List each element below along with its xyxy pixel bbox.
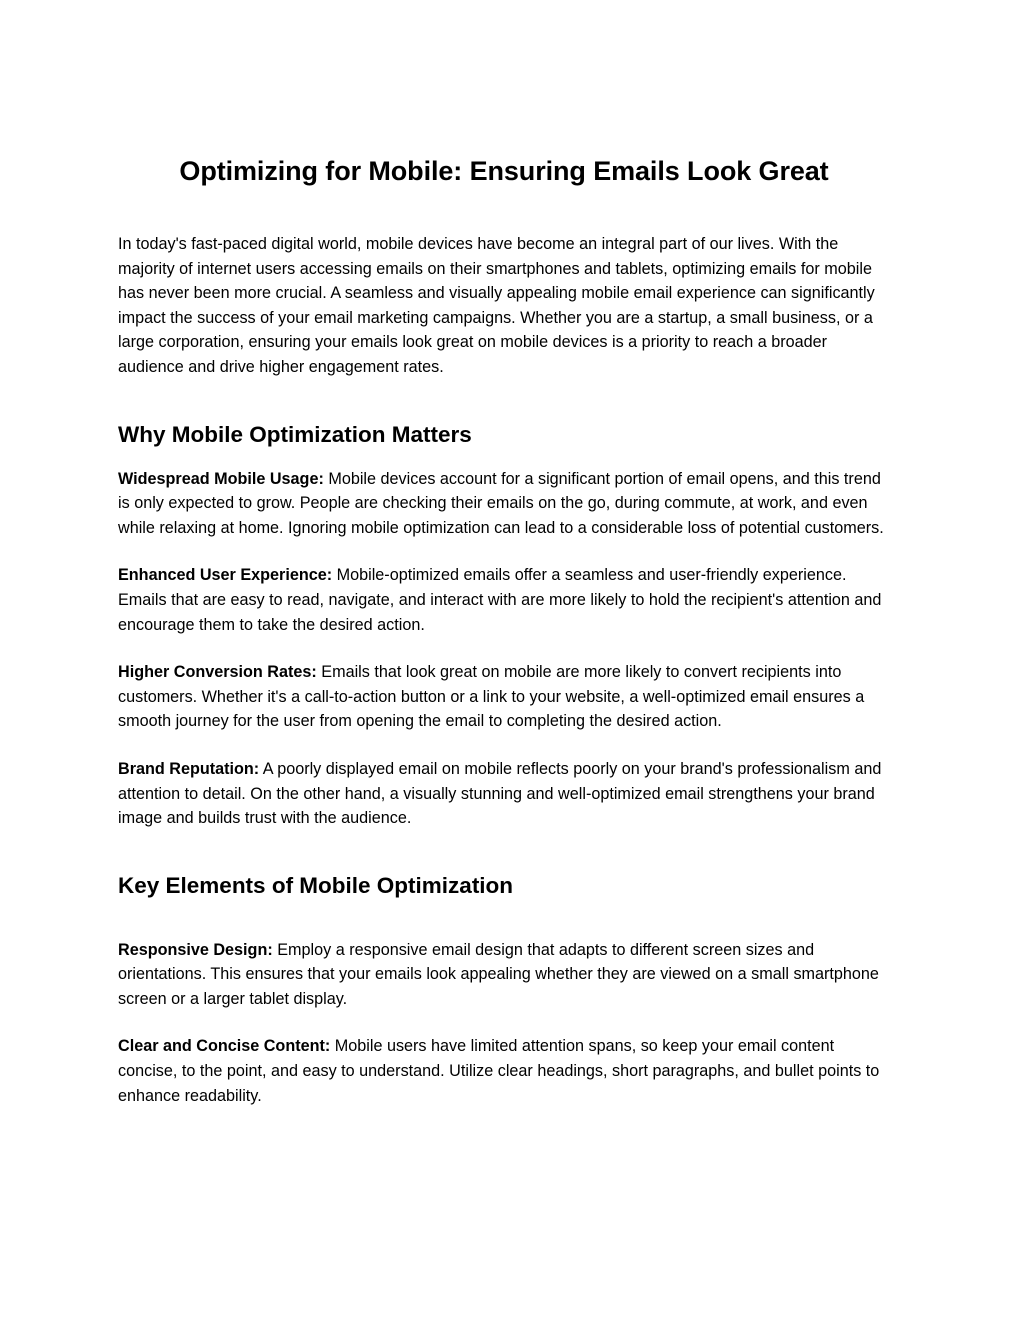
spacer bbox=[118, 540, 890, 563]
paragraph-higher-conversion-rates bbox=[118, 660, 890, 734]
spacer bbox=[118, 380, 890, 420]
paragraph-text: Mobile-optimized emails offer a seamless and user-friendly experience. Emails that are easy to read, navigate, and interact with are more likely to hold the recipient's attention and encourage them to take the desired action. bbox=[118, 566, 882, 634]
spacer bbox=[118, 901, 890, 938]
spacer bbox=[118, 190, 890, 232]
paragraph-lead-label: Clear and Concise Content: bbox=[118, 1037, 331, 1056]
intro-paragraph: In today's fast-paced digital world, mobile devices have become an integral part of our lives. With the majority of internet users accessing emails on their smartphones and tablets, optimizing emails for mobile has never been more crucial. A seamless and visually appealing mobile email experience can significantly impact the success of your email marketing campaigns. Whether you are a startup, a small business, or a large corporation, ensuring your emails look great on mobile devices is a priority to reach a broader audience and drive higher engagement rates. bbox=[118, 235, 875, 376]
paragraph-clear-and-concise-content bbox=[118, 1034, 890, 1108]
page-title: Optimizing for Mobile: Ensuring Emails Look Great bbox=[179, 156, 829, 186]
section-heading-why-mobile-optimization-matters: Why Mobile Optimization Matters bbox=[118, 421, 472, 447]
paragraph-lead-label: Widespread Mobile Usage: bbox=[118, 469, 324, 488]
paragraph-lead-label: Enhanced User Experience: bbox=[118, 566, 333, 585]
paragraph-widespread-mobile-usage bbox=[118, 467, 890, 541]
spacer bbox=[118, 831, 890, 871]
paragraph-text: A poorly displayed email on mobile reflects poorly on your brand's professionalism and attention to detail. On the other hand, a visually stunning and well-optimized email strengthens your brand image and builds trust with the audience. bbox=[118, 759, 882, 828]
spacer bbox=[118, 450, 890, 467]
paragraph-responsive-design bbox=[118, 938, 890, 1012]
spacer bbox=[118, 1011, 890, 1034]
paragraph-text: Emails that look great on mobile are more likely to convert recipients into customers. Whether it's a call-to-action button or a link to your website, a well-optimized email ensures a smooth journey for the user from opening the email to completing the desired action. bbox=[118, 663, 865, 731]
paragraph-enhanced-user-experience bbox=[118, 563, 890, 637]
spacer bbox=[118, 637, 890, 660]
paragraph-lead-label: Brand Reputation: bbox=[118, 759, 260, 778]
paragraph-brand-reputation bbox=[118, 757, 890, 831]
paragraph-text: Mobile users have limited attention spans, so keep your email content concise, to the point, and easy to understand. Utilize clear headings, short paragraphs, and bullet points to enhance readability. bbox=[118, 1037, 880, 1105]
paragraph-text: Mobile devices account for a significant portion of email opens, and this trend is only expected to grow. People are checking their emails on the go, during commute, at work, and even while relaxing at home. Ignoring mobile optimization can lead to a considerable loss of potential customers. bbox=[118, 469, 884, 537]
document-content bbox=[118, 0, 890, 1108]
paragraph-lead-label: Responsive Design: bbox=[118, 940, 273, 959]
paragraph-lead-label: Higher Conversion Rates: bbox=[118, 663, 317, 682]
paragraph-text: Employ a responsive email design that adapts to different screen sizes and orientations. This ensures that your emails look appealing whether they are viewed on a small smartphone screen or a larger tablet display. bbox=[118, 940, 879, 1008]
spacer bbox=[118, 734, 890, 757]
section-heading-key-elements-of-mobile-optimization: Key Elements of Mobile Optimization bbox=[118, 872, 514, 898]
